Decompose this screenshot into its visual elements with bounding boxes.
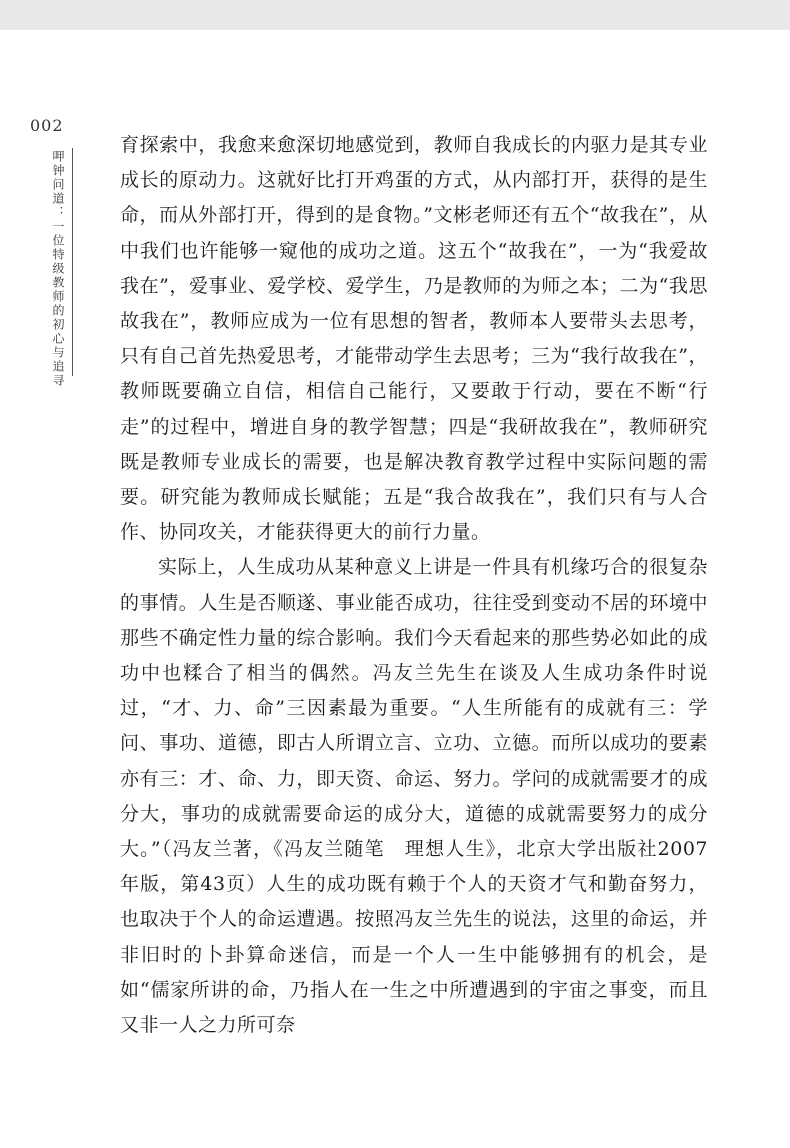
margin-rule	[72, 148, 73, 376]
paragraph: 实际上，人生成功从某种意义上讲是一件具有机缘巧合的很复杂的事情。人生是否顺遂、事业能否成功，往往受到变动不居的环境中那些不确定性力量的综合影响。我们今天看起来的那些势必如此的成功中也糅合了相当的偶然。冯友兰先生在谈及人生成功条件时说过，“才、力、命”三因素最为重要。“人生所能有的成就有三：学问、事功、道德，即古人所谓立言、立功、立德。而所以成功的要素亦有三：才、命、力，即天资、命运、努力。学问的成就需要才的成分大，事功的成就需要命运的成分大，道德的成就需要努力的成分大。”（冯友兰著，《冯友兰随笔 理想人生》，北京大学出版社2007年版，第43页）人生的成功既有赖于个人的天资才气和勤奋努力，也取决于个人的命运遭遇。按照冯友兰先生的说法，这里的命运，并非旧时的卜卦算命迷信，而是一个人一生中能够拥有的机会，是如“儒家所讲的命，乃指人在一生之中所遭遇到的宇宙之事变，而且又非一人之力所可奈	[120, 556, 708, 1037]
running-head: 呷钟问道：一位特级教师的初心与追寻	[51, 150, 65, 388]
top-band	[0, 0, 790, 30]
paragraph: 育探索中，我愈来愈深切地感觉到，教师自我成长的内驱力是其专业成长的原动力。这就好比打开鸡蛋的方式，从内部打开，获得的是生命，而从外部打开，得到的是食物。”文彬老师还有五个“故我在”，从中我们也许能够一窥他的成功之道。这五个“故我在”，一为“我爱故我在”，爱事业、爱学校、爱学生，乃是教师的为师之本；二为“我思故我在”，教师应成为一位有思想的智者，教师本人要带头去思考，只有自己首先热爱思考，才能带动学生去思考；三为“我行故我在”，教师既要确立自信，相信自己能行，又要敢于行动，要在不断“行走”的过程中，增进自身的教学智慧；四是“我研故我在”，教师研究既是教师专业成长的需要，也是解决教育教学过程中实际问题的需要。研究能为教师成长赋能；五是“我合故我在”，我们只有与人合作、协同攻关，才能获得更大的前行力量。	[120, 134, 708, 544]
page-number: 002	[30, 116, 64, 135]
body-text	[120, 128, 708, 1043]
